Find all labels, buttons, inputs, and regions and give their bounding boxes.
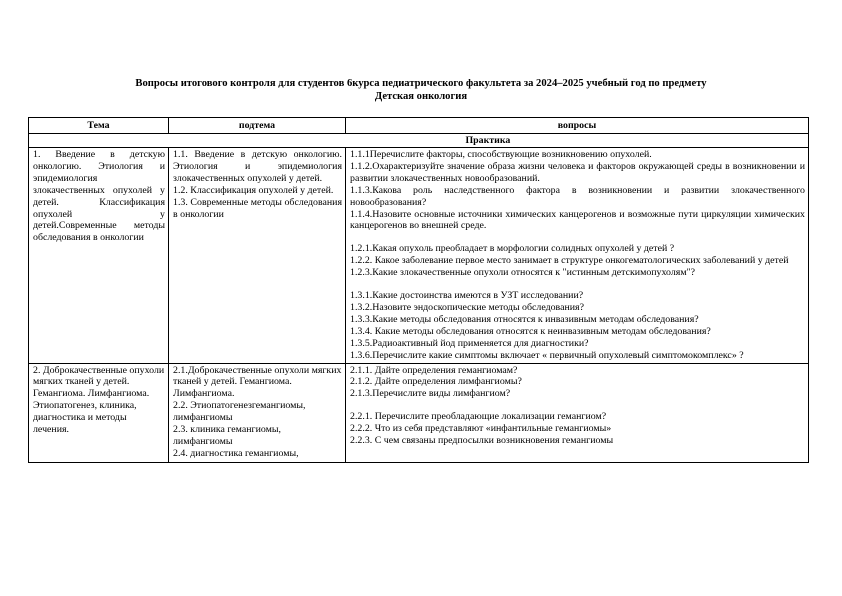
question-item: 1.2.3.Какие злокачественные опухоли относятся к "истинным детскимопухолям"? bbox=[350, 267, 695, 279]
questions-cell bbox=[346, 148, 809, 364]
subtopic-item: 1.3. Современные методы обследования в онкологии bbox=[173, 196, 342, 220]
question-item: 1.3.5.Радиоактивный йод применяется для диагностики? bbox=[350, 337, 589, 349]
question-item: 1.3.2.Назовите эндоскопические методы обследования? bbox=[350, 301, 584, 313]
question-item: 1.1.3.Какова роль наследственного фактора в возникновении и развитии злокачественного новообразования? bbox=[350, 184, 805, 208]
table-header-row bbox=[29, 118, 809, 134]
question-item: 1.1.1Перечислите факторы, способствующие возникновению опухолей. bbox=[350, 149, 652, 160]
question-item: 2.2.2. Что из себя представляют «инфантильные гемангиомы» bbox=[350, 423, 612, 435]
question-item: 1.3.6.Перечислите какие симптомы включает « первичный опухолевый симптомокомплекс» ? bbox=[350, 349, 744, 361]
subtopic-item: 1.2. Классификация опухолей у детей. bbox=[173, 184, 334, 196]
question-item: 2.2.1. Перечислите преобладающие локализации гемангиом? bbox=[350, 411, 607, 423]
subtopic-item: 2.3. клиника гемангиомы, лимфангиомы bbox=[173, 424, 281, 447]
topic-cell: 1. Введение в детскую онкологию. Этиология и эпидемиология злокачественных опухолей у детей. Классификация опухолей у детей.Современные методы обследования в онкологии bbox=[29, 148, 169, 364]
header-subtopic: подтема bbox=[169, 118, 346, 134]
question-item: 1.3.4. Какие методы обследования относятся к неинвазивным методам обследования? bbox=[350, 325, 711, 337]
subtopic-item: 2.4. диагностика гемангиомы, bbox=[173, 447, 299, 459]
subtopic-item: 2.2. Этиопатогенезгемангиомы, лимфангиомы bbox=[173, 400, 306, 424]
document-title bbox=[0, 77, 842, 103]
question-item: 1.2.1.Какая опухоль преобладает в морфологии солидных опухолей у детей ? bbox=[350, 243, 675, 255]
topic-cell bbox=[29, 363, 169, 462]
section-practice-label: Практика bbox=[346, 134, 809, 148]
table-row bbox=[29, 148, 809, 364]
question-item: 1.3.3.Какие методы обследования относятся к инвазивным методам обследования? bbox=[350, 313, 699, 325]
section-spacer bbox=[29, 134, 346, 148]
topic-text: 2. Доброкачественные опухоли мягких тканей у детей. Гемангиома. Лимфангиома. Этиопатогенез, клиника, диагностика и методы лечения. bbox=[33, 364, 165, 436]
question-item: 1.1.2.Охарактеризуйте значение образа жизни человека и факторов окружающей среды в возникновении и развитии злокачественных новообразований. bbox=[350, 160, 805, 184]
header-topic: Тема bbox=[29, 118, 169, 134]
question-item: 2.1.1. Дайте определения гемангиомам? bbox=[350, 364, 518, 376]
title-line-1: Вопросы итогового контроля для студентов 6курса педиатрического факультета за 2024–2025 учебный год по предмету bbox=[135, 78, 707, 89]
question-item: 1.2.2. Какое заболевание первое место занимает в структуре онкогематологических заболеваний у детей bbox=[350, 255, 789, 267]
subtopic-item: 2.1.Доброкачественные опухоли мягких тканей у детей. Гемангиома. Лимфангиома. bbox=[173, 364, 342, 400]
subtopic-item: 1.1. Введение в детскую онкологию. Этиология и эпидемиология злокачественных опухолей у детей. bbox=[173, 149, 342, 184]
title-line-2: Детская онкология bbox=[374, 91, 468, 102]
subtopic-cell bbox=[169, 148, 346, 364]
question-item: 1.1.4.Назовите основные источники химических канцерогенов и возможные пути циркуляции химических канцерогенов во внешней среде. bbox=[350, 208, 805, 232]
subtopic-cell bbox=[169, 363, 346, 462]
question-item: 2.1.2. Дайте определения лимфангиомы? bbox=[350, 376, 522, 388]
questions-cell bbox=[346, 363, 809, 462]
subtopic-list bbox=[173, 365, 342, 461]
questions-table bbox=[28, 117, 809, 463]
section-row bbox=[29, 134, 809, 148]
table-row bbox=[29, 363, 809, 462]
header-questions: вопросы bbox=[346, 118, 809, 134]
question-item: 2.2.3. С чем связаны предпосылки возникновения гемангиомы bbox=[350, 435, 614, 447]
question-item: 1.3.1.Какие достоинства имеются в УЗТ исследовании? bbox=[350, 290, 584, 302]
question-list bbox=[350, 365, 805, 461]
question-item: 2.1.3.Перечислите виды лимфангиом? bbox=[350, 388, 511, 400]
